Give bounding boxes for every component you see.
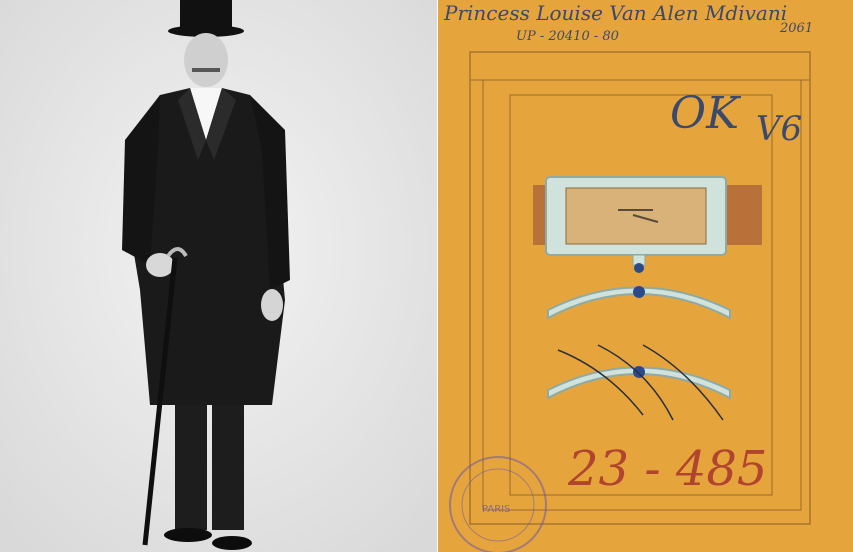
watch-design-sketch — [438, 0, 853, 552]
price-note: 23 - 485 — [568, 441, 768, 497]
approval-mark: OK — [670, 88, 739, 139]
reference-number: UP - 20410 - 80 — [516, 29, 619, 44]
sapphire-crown — [634, 263, 644, 273]
design-number: 2061 — [780, 21, 814, 36]
header-line: Princess Louise Van Alen Mdivani — [444, 1, 788, 25]
stamp-text: PARIS — [482, 504, 511, 515]
sketch-drawing — [438, 0, 853, 552]
initials: V6 — [756, 109, 803, 149]
